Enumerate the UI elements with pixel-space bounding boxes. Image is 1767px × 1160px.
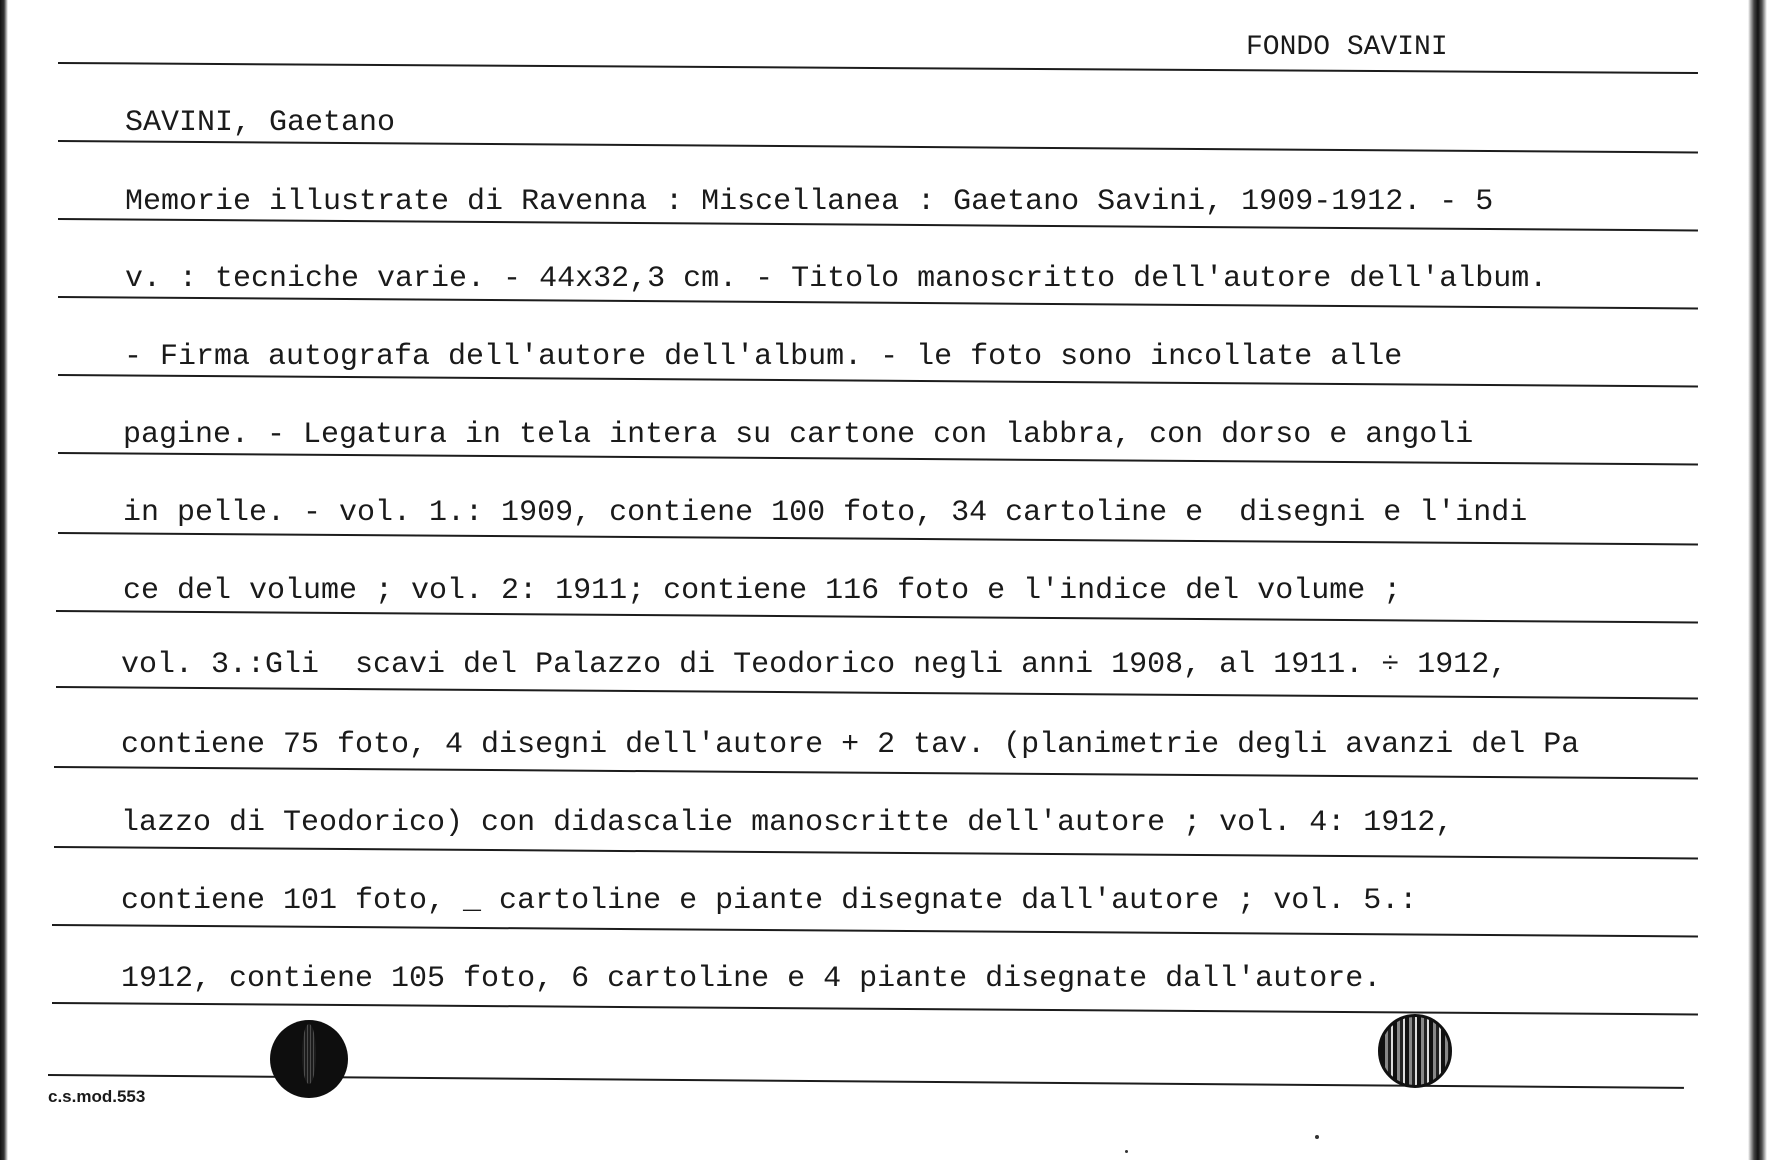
ruled-line (58, 218, 1698, 231)
ruled-line (52, 1002, 1698, 1015)
description-line: pagine. - Legatura in tela intera su cartone con labbra, con dorso e angoli (123, 418, 1474, 452)
description-line: Memorie illustrate di Ravenna : Miscellanea : Gaetano Savini, 1909-1912. - 5 (125, 185, 1494, 219)
description-line: vol. 3.:Gli scavi del Palazzo di Teodorico negli anni 1908, al 1911. ÷ 1912, (121, 648, 1508, 682)
form-code: c.s.mod.553 (48, 1087, 146, 1106)
ruled-line (54, 766, 1698, 779)
ruled-line (54, 846, 1698, 859)
description-line: contiene 101 foto, _ cartoline e piante disegnate dall'autore ; vol. 5.: (121, 884, 1418, 918)
scan-speck (1125, 1150, 1128, 1153)
description-line: 1912, contiene 105 foto, 6 cartoline e 4 piante disegnate dall'autore. (121, 962, 1382, 996)
punch-hole-left (270, 1020, 348, 1098)
description-line: ce del volume ; vol. 2: 1911; contiene 116 foto e l'indice del volume ; (123, 574, 1402, 608)
description-line: lazzo di Teodorico) con didascalie manoscritte dell'autore ; vol. 4: 1912, (121, 806, 1454, 840)
card-right-edge (1748, 0, 1767, 1160)
ruled-line (56, 686, 1698, 699)
description-line: - Firma autografa dell'autore dell'album. - le foto sono incollate alle (124, 340, 1403, 374)
description-line: contiene 75 foto, 4 disegni dell'autore + 2 tav. (planimetrie degli avanzi del Pa (121, 728, 1580, 762)
scan-speck (1315, 1135, 1319, 1139)
collection-header: FONDO SAVINI (1246, 32, 1448, 63)
ruled-line (58, 140, 1698, 153)
description-line: in pelle. - vol. 1.: 1909, contiene 100 foto, 34 cartoline e disegni e l'indi (123, 496, 1528, 530)
author-name: SAVINI, Gaetano (125, 106, 396, 140)
card-left-edge (0, 0, 8, 1160)
description-line: v. : tecniche varie. - 44x32,3 cm. - Titolo manoscritto dell'autore dell'album. (125, 262, 1548, 296)
ruled-line (58, 62, 1698, 74)
ruled-line (58, 532, 1698, 545)
ruled-line (56, 610, 1698, 623)
ruled-line (58, 296, 1698, 309)
ruled-line (58, 452, 1698, 465)
ruled-line (52, 924, 1698, 937)
ruled-line (58, 374, 1698, 387)
punch-hole-right (1378, 1014, 1452, 1088)
